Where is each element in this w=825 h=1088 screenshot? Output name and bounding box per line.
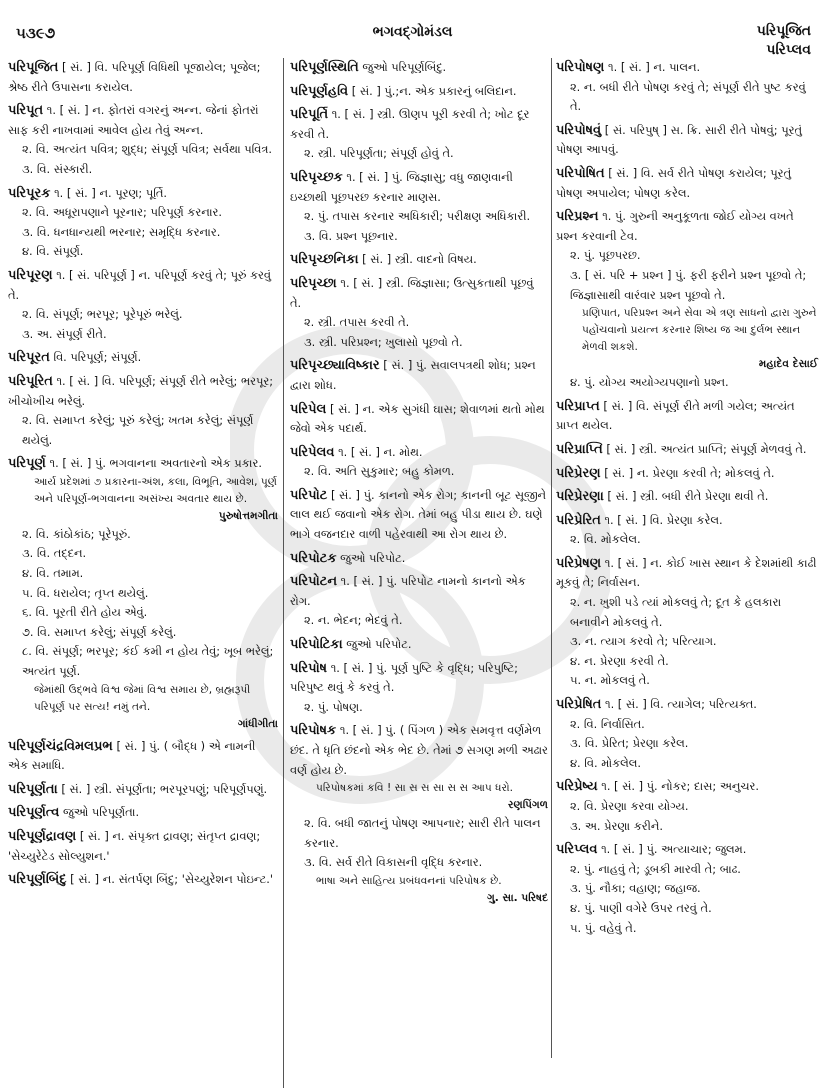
sense-definition: ૨. ન. ભેદન; ભેદવું તે. (304, 613, 403, 628)
sense-definition: [ સં. ] સ્ત્રી. સંપૂર્ણતા; ભરપૂરપણું; પરિપૂર્ણપણું. (61, 781, 268, 796)
sense-definition: ૧. [ સં. ] પું. ભગવાનના અવતારનો એક પ્રકાર. (49, 456, 262, 471)
sense-definition: ૧. [ સં. ] પું. પરિપોટ નામનો કાનનો એક રોગ. (290, 574, 526, 608)
citation-source: રણપિંગળ (508, 799, 548, 812)
headword: પરિપૂર્ણબિંદુ (8, 872, 67, 888)
sense-definition: જુઓ પરિપૂર્ણતા. (63, 805, 140, 820)
citation-source: ગાંધીગીતા (237, 717, 278, 730)
dictionary-entry (290, 356, 548, 395)
headword: પરિપ્રેરણ (556, 465, 601, 481)
headword: પરિપોટક (290, 550, 337, 566)
headword: પરિપૃચ્છ્યાવિષ્કાર (290, 358, 380, 374)
sense-definition: ૪. પું. યોગ્ય અયોગ્યપણાનો પ્રશ્ન. (570, 375, 729, 390)
dictionary-entry (556, 464, 818, 484)
column-right (556, 58, 818, 942)
dictionary-entry (556, 554, 818, 691)
sense-definition: ૧. [ સં. ] ન. પૂરણ; પૂર્તિ. (54, 185, 168, 200)
dictionary-entry (290, 250, 548, 270)
headword: પરિપૃચ્છક (290, 169, 343, 185)
dictionary-entry (290, 443, 548, 482)
dictionary-entry (556, 397, 818, 436)
dictionary-entry (290, 549, 548, 569)
sense-definition: ૨. વિ. અતિ સુકુમાર; બહુ કોમળ. (304, 464, 455, 479)
sense-definition: ૧. [ સં. ] વિ. પરિપૂર્ણ; સંપૂર્ણ રીતે ભરેલું; ભરપૂર; ખીચોખીચ ભરેલું. (8, 373, 274, 408)
headword: પરિપેલવ (290, 444, 335, 460)
citation-quote: જેમાંથી ઉદ્ભવે વિશ્વ જેમાં વિશ્વ સમાય છે, બ્રહ્મરૂપી પરિપૂર્ણ પર સત્ય! નમું તને. (34, 683, 251, 713)
headword: પરિપોષવું (556, 122, 602, 138)
sense-definition: [ સં. ] પું. ( બૌદ્ધ ) એ નામની એક સમાધિ. (8, 738, 256, 773)
book-title: ભગવદ્ગોમંડલ (372, 24, 453, 40)
dictionary-entry (290, 168, 548, 246)
dictionary-entry (556, 440, 818, 460)
sense-definition: ૨. વિ. અધૂરાપણાને પૂરનાર; પરિપૂર્ણ કરનાર. (22, 205, 223, 220)
sense-definition: [ સં. ] વિ. સર્વ રીતે પોષણ કરાયેલ; પૂરતું પોષણ અપાયેલ; પોષણ કરેલ. (556, 165, 792, 200)
sense-definition: ૮. વિ. સંપૂર્ણ; ભરપૂર; કંઈ કમી ન હોય તેવું; ખૂબ ભરેલું; અત્યંત પૂર્ણ. (22, 644, 274, 679)
headword: પરિપ્રેરણા (556, 489, 604, 505)
headword: પરિપૂરત (8, 350, 50, 366)
headword: પરિપૂર્ણતા (8, 781, 58, 797)
sense-definition: ૫. ન. મોકલવું તે. (570, 673, 650, 688)
dictionary-entry (8, 184, 278, 262)
sense-definition: [ સં. ] ન. સંપૃક્ત દ્રાવણ; સંતૃપ્ત દ્રાવણ; 'સેચ્યુરેટેડ સોલ્યુશન.' (8, 829, 261, 863)
sense-definition: [ સં. ] સ્ત્રી. બધી રીતે પ્રેરણા થવી તે. (607, 489, 769, 504)
sense-definition: [ સં. ] સ્ત્રી. વાદનો વિષય. (362, 252, 477, 267)
sense-definition: ૨. વિ. મોકલેલ. (570, 532, 641, 547)
dictionary-entry (8, 827, 278, 866)
sense-definition: ૨. વિ. સંપૂર્ણ; ભરપૂર; પૂરેપૂરું ભરેલું. (22, 307, 183, 322)
sense-definition: ૨. વિ. અત્યંત પવિત્ર; શુદ્ધ; સંપૂર્ણ પવિત્ર; સર્વથા પવિત્ર. (22, 142, 272, 157)
headword: પરિપોષણ (556, 60, 605, 75)
sense-definition: ૬. વિ. પૂરતી રીતે હોય એવું. (22, 605, 148, 620)
sense-definition: ૪. ન. પ્રેરણા કરવી તે. (570, 653, 669, 668)
dictionary-entry (8, 58, 278, 97)
dictionary-entry (556, 121, 818, 160)
headword: પરિપોષ (290, 660, 328, 676)
dictionary-entry (290, 572, 548, 631)
headword: પરિપૂજિત (8, 60, 59, 75)
dictionary-entry (290, 400, 548, 439)
headword: પરિપૂર્ણ (8, 456, 46, 472)
headword: પરિપોટ (290, 487, 328, 503)
sense-definition: ૨. વિ. સમાપ્ત કરેલું; પૂરું કરેલું; ખતમ કરેલું; સંપૂર્ણ થયેલું. (22, 413, 254, 447)
dictionary-entry (556, 695, 818, 773)
sense-definition: ૨. પું. તપાસ કરનાર અધિકારી; પરીક્ષણ અધિકારી. (304, 209, 531, 224)
sense-definition: ૭. વિ. સમાપ્ત કરેલું; સંપૂર્ણ કરેલું. (22, 624, 177, 639)
sense-definition: ૧. [ સં. ] ન. કોઈ ખાસ સ્થાન કે દેશમાંથી કાઢી મૂકવું તે; નિર્વાસન. (556, 555, 817, 590)
dictionary-entry (8, 737, 278, 776)
sense-definition: ૩. ન. ત્યાગ કરવો તે; પરિત્યાગ. (570, 634, 717, 649)
sense-definition: [ સં. ] સ્ત્રી. અત્યંત પ્રાપ્તિ; સંપૂર્ણ મેળવવું તે. (606, 441, 807, 456)
sense-definition: [ સં. ] પું. સવાલપત્રથી શોધ; પ્રશ્ન દ્વારા શોધ. (290, 358, 536, 392)
sense-definition: ૨. વિ. કાંઠોકાંઠ; પૂરેપૂરું. (22, 526, 131, 541)
dictionary-entry (8, 454, 278, 732)
headword: પરિપૃચ્છનિકા (290, 252, 359, 268)
dictionary-entry (290, 58, 548, 78)
dictionary-entry (8, 870, 278, 890)
sense-definition: ૪. વિ. મોકલેલ. (570, 755, 641, 770)
headword: પરિપૂર્ણત્વ (8, 805, 60, 821)
headword: પરિપૂર્ણદ્રાવણ (8, 829, 77, 844)
headword: પરિપૂરિત (8, 373, 53, 389)
sense-definition: ૧. [ સં. ] પું. પૂર્ણ પુષ્ટિ કે વૃદ્ધિ; પરિપુષ્ટિ; પરિપુષ્ટ થવું કે કરવું તે. (290, 660, 518, 695)
sense-definition: [ સં. ] પું.;ન. એક પ્રકારનું બલિદાન. (351, 83, 517, 98)
headword: પરિપ્રેષણ (556, 555, 602, 571)
headword: પરિપૃચ્છા (290, 275, 337, 291)
headword: પરિપોટિકા (290, 637, 343, 653)
dictionary-entry (8, 348, 278, 368)
headword: પરિપેલ (290, 401, 327, 417)
sense-definition: જુઓ પરિપૂર્ણબિંદુ. (362, 60, 447, 74)
dictionary-entry (556, 840, 818, 938)
sense-definition: જુઓ પરિપોટ. (340, 550, 406, 565)
sense-definition: ૫. વિ. ધરાયેલ; તૃપ્ત થયેલું. (22, 585, 149, 600)
dictionary-entry (556, 58, 818, 117)
dictionary-entry (8, 372, 278, 450)
sense-definition: [ સં. ] ન. એક સુગંધી ઘાસ; શેવાળમાં થતો મોથ જેવો એક પદાર્થ. (290, 401, 545, 436)
sense-definition: ૩. વિ. સર્વ રીતે વિકાસની વૃદ્ધિ કરનાર. (304, 855, 483, 870)
sense-definition: ૩. વિ. સંસ્કારી. (22, 161, 93, 176)
dictionary-entry (556, 487, 818, 507)
headword: પરિપૂરણ (8, 267, 53, 283)
sense-definition: ૧. [ સં. ] સ્ત્રી. ઊણપ પૂરી કરવી તે; ખોટ દૂર કરવી તે. (290, 107, 530, 141)
sense-definition: ૨. સ્ત્રી. તપાસ કરવી તે. (304, 315, 410, 330)
sense-definition: ૩. વિ. તદ્દન. (22, 546, 87, 561)
headword: પરિપ્રશ્ન (556, 209, 599, 225)
headword: પરિપૂર્તિ (290, 107, 329, 123)
sense-definition: ૨. વિ. નિર્વાસિત. (570, 716, 645, 731)
sense-definition: ૪. વિ. તમામ. (22, 566, 84, 581)
sense-definition: ૨. પું. પોષણ. (304, 699, 363, 714)
sense-definition: જુઓ પરિપોટ. (346, 637, 412, 652)
dictionary-entry (290, 82, 548, 102)
sense-definition: ૨. ન. ખુશી પડે ત્યાં મોકલવું તે; દૂત કે હલકારા બનાવીને મોકલવું તે. (570, 595, 782, 629)
sense-definition: ૫. પું. વહેવું તે. (570, 920, 637, 935)
sense-definition: [ સં. ] ન. સંતર્પણ બિંદુ; 'સેચ્યુરેશન પોઇન્ટ.' (70, 872, 273, 887)
dictionary-entry (8, 266, 278, 344)
sense-definition: [ સં. ] વિ. સંપૂર્ણ રીતે મળી ગયેલ; અત્યંત પ્રાપ્ત થયેલ. (556, 398, 795, 433)
sense-definition: ૨. પું. પૂછપરછ. (570, 248, 641, 263)
sense-definition: ૨. વિ. બધી જાતનું પોષણ આપનાર; સારી રીતે પાલન કરનાર. (304, 816, 541, 850)
citation-quote: પ્રણિપાત, પરિપ્રશ્ન અને સેવા એ ત્રણ સાધનો દ્વારા ગુરુને પહોંચવાનો પ્રયત્ન કરનાર શિષ્ય જ આ દુર્લભ સ્થાન મેળવી શકશે. (582, 307, 817, 354)
dictionary-entry (290, 105, 548, 164)
sense-definition: ૩. સ્ત્રી. પરિપ્રશ્ન; ખુલાસો પૂછવો તે. (304, 334, 463, 349)
headword: પરિપ્લવ (556, 842, 598, 858)
sense-definition: ૧. [ સં. ] ન. ફોતરાં વગરનું અન્ન. જેનાં ફોતરાં સાફ કરી નાખવામાં આવેલ હોય તેવું અન્ન. (8, 103, 259, 137)
sense-definition: ૪. વિ. સંપૂર્ણ. (22, 244, 84, 259)
dictionary-entry (556, 164, 818, 203)
dictionary-entry (8, 101, 278, 179)
sense-definition: ૧. [ સં. ] ન. પાલન. (608, 60, 701, 74)
citation-source: મહાદેવ દેસાઈ (758, 358, 818, 371)
citation-quote: પરિપોષકમાં કવિ ! સા સ સ સા સ સ આપ ધરો. (316, 782, 514, 795)
headword: પરિપોષિત (556, 165, 605, 181)
dictionary-entry (556, 511, 818, 550)
sense-definition: [ સં. ] વિ. પરિપૂર્ણ વિધિથી પૂજાયેલ; પૂજેલ; શ્રેષ્ઠ રીતે ઉપાસના કરાયેલ. (8, 60, 261, 94)
sense-definition: ૩. વિ. પ્રેરિત; પ્રેરણા કરેલ. (570, 736, 689, 751)
dictionary-body (0, 58, 825, 1068)
headword: પરિપૂર્ણહવિ (290, 83, 349, 99)
sense-definition: ૧. [ સં. ] પું. ( પિંગળ ) એક સમવૃત્ત વર્ણમેળ છંદ. તે ધૃતિ છંદનો એક ભેદ છે. તેમાં ૭ સગણ મળી અઢાર વર્ણ હોય છે. (290, 723, 548, 777)
sense-definition: ૨. વિ. પ્રેરણા કરવા યોગ્ય. (570, 799, 689, 813)
dictionary-entry (556, 207, 818, 393)
headword: પરિપૂત (8, 103, 44, 119)
sense-definition: ૩. અ. પ્રેરણા કરીને. (570, 818, 664, 833)
sense-definition: ૧. [ સં. ] ન. મોથ. (338, 444, 423, 459)
dictionary-entry (8, 780, 278, 800)
citation-source: પુરુષોત્તમગીતા (218, 509, 278, 522)
sense-definition: ૧. પું. ગુરુની અનુકૂળતા જોઈ યોગ્ય વખતે પ્રશ્ન કરવાની ટેવ. (556, 209, 794, 243)
dictionary-entry (8, 803, 278, 823)
dictionary-entry (290, 659, 548, 718)
sense-definition: ૩. વિ. ધનધાન્યથી ભરનાર; સમૃદ્ધિ કરનાર. (22, 224, 221, 239)
headword: પરિપૂર્ણસ્થિતિ (290, 60, 359, 75)
headword: પરિપોટન (290, 574, 338, 590)
citation-quote: ભાષા અને સાહિત્ય પ્રબંધવનનાં પરિપોષક છે. (316, 874, 502, 887)
sense-definition: ૩. [ સં. પરિ + પ્રશ્ન ] પું. ફરી ફરીને પ્રશ્ન પૂછવો તે; જિજ્ઞાસાથી વારંવાર પ્રશ્ન પૂછવો તે. (570, 267, 807, 302)
sense-definition: ૧. [ સં. ] સ્ત્રી. જિજ્ઞાસા; ઉત્સુકતાથી પૂછવું તે. (290, 275, 534, 310)
dictionary-entry (290, 635, 548, 655)
dictionary-entry (290, 721, 548, 907)
citation-quote: આર્ય પ્રદેશમાં ૭ પ્રકારના-અંશ, કલા, વિભૂતિ, આવેશ, પૂર્ણ અને પરિપૂર્ણ-ભગવાનના અસંખ્ય અવતાર થાય છે. (34, 475, 278, 505)
page-header (0, 0, 825, 56)
headword: પરિપ્રાપ્તિ (556, 441, 603, 457)
guide-word-bottom: પરિપ્લવ (766, 42, 811, 58)
sense-definition: ૧. [ સં. ] પું. જિજ્ઞાસુ; વધુ જાણવાની ઇચ્છાથી પૂછપરછ કરનાર માણસ. (290, 169, 513, 204)
sense-definition: [ સં. પરિપુષ્ ] સ. ક્રિ. સારી રીતે પોષવું; પૂરતું પોષણ આપવું. (556, 122, 803, 157)
headword: પરિપોષક (290, 723, 337, 739)
sense-definition: ૨. ન. બધી રીતે પોષણ કરવું તે; સંપૂર્ણ રીતે પુષ્ટ કરવું તે. (570, 79, 806, 114)
column-left (8, 58, 278, 894)
sense-definition: ૪. પું. પાણી વગેરે ઉપર તરવું તે. (570, 900, 712, 915)
headword: પરિપ્રેષ્ય (556, 779, 598, 795)
sense-definition: ૨. પું. નાહવું તે; ડૂબકી મારવી તે; બાઢ. (570, 861, 741, 876)
citation-source: ગુ. સા. પરિષદ (487, 891, 548, 904)
dictionary-entry (290, 486, 548, 545)
page-number: ૫૩૯૭ (16, 24, 56, 42)
sense-definition: ૧. [ સં. ] વિ. ત્યાગેલ; પરિત્યક્ત. (604, 697, 757, 712)
headword: પરિપૂર્ણચંદ્રવિમલપ્રભ (8, 738, 113, 754)
sense-definition: [ સં. ] પું. કાનનો એક રોગ; કાનની બૂટ સૂજીને લાલ થઈ જવાનો એક રોગ. તેમાં બહુ પીડા થાય છે. ઘણે ભાગે વજનદાર વાળી પહેરવાથી આ રોગ થાય છે. (290, 487, 546, 542)
sense-definition: ૧. [ સં. ] પું. નોકર; દાસ; અનુચર. (601, 779, 759, 794)
sense-definition: ૧. [ સં. ] વિ. પ્રેરણા કરેલ. (604, 512, 723, 527)
sense-definition: ૩. વિ. પ્રશ્ન પૂછનાર. (304, 228, 398, 243)
sense-definition: ૨. સ્ત્રી. પરિપૂર્ણતા; સંપૂર્ણ હોવું તે. (304, 146, 454, 161)
sense-definition: ૧. [ સં. પરિપૂર્ણ ] ન. પરિપૂર્ણ કરવું તે; પૂરું કરવું તે. (8, 267, 272, 302)
guide-words (757, 22, 811, 60)
guide-word-top: પરિપૂજિત (756, 23, 811, 39)
sense-definition: ૧. [ સં. ] પું. અત્યાચાર; જુલમ. (601, 842, 747, 857)
headword: પરિપ્રેરિત (556, 512, 601, 528)
sense-definition: ૩. અ. સંપૂર્ણ રીતે. (22, 326, 107, 341)
headword: પરિપૂરક (8, 185, 51, 201)
sense-definition: [ સં. ] ન. પ્રેરણા કરવી તે; મોકલવું તે. (604, 465, 775, 480)
dictionary-entry (556, 777, 818, 836)
headword: પરિપ્રાપ્ત (556, 398, 600, 414)
dictionary-entry (290, 274, 548, 352)
sense-definition: ૩. પું. નૌકા; વહાણ; જહાજ. (570, 881, 701, 896)
column-middle (290, 58, 548, 911)
headword: પરિપ્રેષિત (556, 697, 602, 713)
sense-definition: વિ. પરિપૂર્ણ; સંપૂર્ણ. (53, 350, 142, 365)
